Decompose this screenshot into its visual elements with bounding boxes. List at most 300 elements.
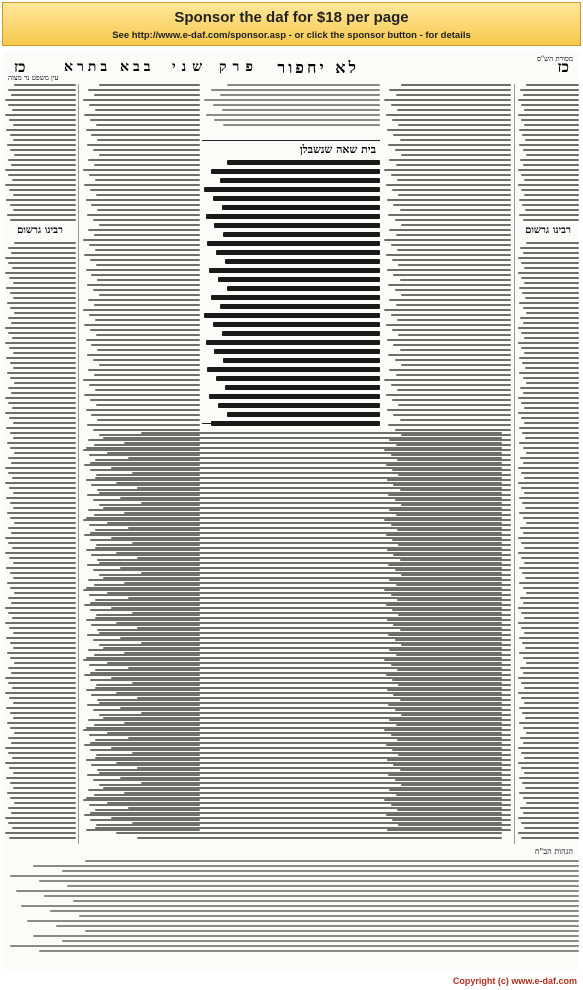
text-line [11,164,76,166]
text-line [13,124,76,126]
text-line [8,752,76,754]
text-line [12,757,76,759]
text-line [97,349,200,351]
text-line [524,282,579,284]
text-line [396,304,511,306]
text-line [6,707,76,709]
text-line [12,109,76,111]
text-line [137,557,502,559]
text-line [523,532,579,534]
text-line [523,322,579,324]
text-line [389,229,511,231]
text-line [521,822,579,824]
text-line [523,812,579,814]
text-line [8,387,76,389]
text-line [13,422,76,424]
text-line [5,114,76,116]
text-line [523,94,579,96]
text-line [84,254,200,256]
text-line [89,174,200,176]
text-line [519,777,579,779]
text-line [88,299,200,301]
text-line [137,487,502,489]
text-line [99,84,200,86]
text-line [9,119,76,121]
text-line [13,492,76,494]
text-line [137,837,502,839]
text-line [6,497,76,499]
text-line [87,284,200,286]
text-line [9,277,76,279]
text-line [8,472,76,474]
text-line [13,632,76,634]
text-line [213,196,380,201]
text-line [391,104,511,106]
text-line [524,687,579,689]
text-line [523,657,579,659]
text-line [95,827,502,829]
text-line [8,104,76,106]
text-line [14,592,76,594]
text-line [388,214,511,216]
text-line [9,767,76,769]
sponsor-banner[interactable] [2,2,581,46]
text-line [518,817,579,819]
text-line [7,512,76,514]
text-line [386,324,511,326]
text-line [86,199,200,201]
text-line [86,339,200,341]
text-line [132,822,502,824]
text-line [11,532,76,534]
text-line [387,129,511,131]
text-line [519,199,579,201]
text-line [209,268,380,273]
text-line [8,89,76,91]
text-line [137,767,502,769]
left-margin-column [4,84,76,844]
text-line [524,617,579,619]
text-line [5,762,76,764]
text-line [8,457,76,459]
text-line [90,329,200,331]
text-line [384,379,511,381]
text-line [526,732,579,734]
text-line [388,354,511,356]
text-line [220,178,380,183]
text-line [525,507,579,509]
text-line [522,782,579,784]
text-line [220,304,380,309]
text-line [388,144,511,146]
text-line [525,437,579,439]
text-line [8,612,76,614]
text-line [89,384,200,386]
text-line [386,254,511,256]
text-line [86,269,200,271]
text-line [86,657,502,659]
text-line [520,527,579,529]
text-line [522,134,579,136]
text-line [95,249,200,251]
text-line [213,104,380,106]
text-line [39,880,580,882]
text-line [16,890,580,892]
text-line [5,832,76,834]
text-line [519,637,579,639]
text-line [14,382,76,384]
text-line [10,432,76,434]
text-line [132,612,502,614]
text-line [124,442,502,444]
text-line [95,319,200,321]
text-line [5,272,76,274]
footnotes-area [4,860,579,955]
text-line [520,387,579,389]
text-line [211,89,380,91]
text-line [523,149,579,151]
text-line [214,349,380,354]
text-line [392,259,511,261]
text-line [524,492,579,494]
text-line [5,397,76,399]
text-line [524,267,579,269]
text-line [523,164,579,166]
lower-commentary [82,432,502,842]
text-line [519,652,579,654]
text-line [518,607,579,609]
text-line [11,392,76,394]
sponsor-title[interactable]: Sponsor the daf for $18 per page [174,9,409,26]
sponsor-subtitle[interactable]: See http://www.e-daf.com/sponsor.asp - or click the sponsor button - for details [112,30,471,41]
text-line [5,747,76,749]
text-line [12,547,76,549]
text-line [107,592,502,594]
text-line [518,482,579,484]
text-line [520,597,579,599]
copyright-notice: Copyright (c) www.e-daf.com [452,976,577,986]
text-line [216,250,380,255]
text-line [5,482,76,484]
text-line [95,389,200,391]
text-line [5,169,76,171]
text-line [523,307,579,309]
text-line [10,587,76,589]
text-line [10,945,579,947]
text-line [5,552,76,554]
text-line [227,412,380,417]
text-line [524,422,579,424]
text-line [395,429,511,431]
text-line [103,647,502,649]
text-line [5,607,76,609]
text-line [519,129,579,131]
text-line [7,214,76,216]
text-line [523,727,579,729]
text-line [12,617,76,619]
text-line [93,429,200,431]
text-line [73,900,579,902]
text-line [389,369,511,371]
text-line [5,412,76,414]
text-line [519,567,579,569]
text-line [525,367,579,369]
text-line [86,129,200,131]
text-line [211,421,380,426]
text-line [11,742,76,744]
text-line [10,782,76,784]
text-line [128,457,502,459]
text-line [84,114,200,116]
text-line [10,712,76,714]
text-line [391,244,511,246]
text-line [120,567,502,569]
text-line [393,344,511,346]
tractate-title: בבא בתרא [64,59,155,75]
text-line [83,379,200,381]
text-line [521,174,579,176]
text-line [86,517,502,519]
text-line [90,399,200,401]
text-line [84,324,200,326]
text-line [116,552,502,554]
text-line [6,427,76,429]
text-line [8,332,76,334]
text-line [86,727,502,729]
text-line [206,114,380,116]
text-line [523,252,579,254]
text-line [519,442,579,444]
text-line [97,209,200,211]
text-line [525,647,579,649]
text-line [523,377,579,379]
text-line [5,692,76,694]
text-line [519,372,579,374]
text-line [521,472,579,474]
text-line [128,597,502,599]
text-line [526,154,579,156]
text-line [13,437,76,439]
text-line [5,467,76,469]
text-line [84,394,200,396]
text-line [83,169,200,171]
text-line [99,364,200,366]
gemara-column [202,84,380,140]
text-line [7,582,76,584]
text-line [116,832,502,834]
text-line [526,802,579,804]
text-line [522,432,579,434]
text-line [97,419,200,421]
text-line [518,537,579,539]
text-line [518,397,579,399]
text-line [96,264,200,266]
text-line [8,737,76,739]
text-line [8,262,76,264]
text-line [518,272,579,274]
text-line [400,419,511,421]
text-line [8,542,76,544]
rabbeinu-gershom-right-heading: רבינו גרשום [525,225,571,236]
masoret-label: מסורת הש"ס [536,55,573,63]
text-line [521,542,579,544]
text-line [225,385,380,390]
text-line [518,747,579,749]
daf-number: כז [14,58,26,76]
text-line [103,507,502,509]
text-line [521,347,579,349]
text-line [6,287,76,289]
text-line [523,742,579,744]
text-line [524,337,579,339]
text-line [397,109,511,111]
text-line [220,94,380,96]
text-line [103,717,502,719]
text-line [520,89,579,91]
text-line [14,242,76,244]
text-line [111,537,502,539]
text-line [387,409,511,411]
text-line [137,627,502,629]
text-line [96,334,200,336]
text-line [8,527,76,529]
text-line [7,372,76,374]
text-line [519,582,579,584]
text-line [14,84,76,86]
text-line [124,512,502,514]
text-line [518,467,579,469]
text-line [386,114,511,116]
text-line [11,322,76,324]
text-line [523,392,579,394]
text-line [11,602,76,604]
text-line [12,827,76,829]
text-line [14,732,76,734]
text-line [7,302,76,304]
text-line [6,199,76,201]
text-line [90,189,200,191]
text-line [116,482,502,484]
text-line [213,322,380,327]
text-line [10,362,76,364]
text-line [523,797,579,799]
text-line [120,777,502,779]
text-line [96,194,200,196]
text-line [13,282,76,284]
text-line [90,119,200,121]
text-line [10,642,76,644]
text-line [521,332,579,334]
text-line [519,144,579,146]
text-line [400,209,511,211]
text-line [107,802,502,804]
text-line [524,772,579,774]
text-line [526,84,579,86]
text-line [211,169,380,174]
text-line [90,742,502,744]
text-line [87,354,200,356]
text-line [137,697,502,699]
text-line [12,477,76,479]
text-line [85,930,580,932]
text-line [384,169,511,171]
text-line [95,547,502,549]
text-line [87,144,200,146]
text-line [5,537,76,539]
text-line [227,160,380,165]
text-line [132,472,502,474]
text-line [88,89,200,91]
text-line [524,109,579,111]
text-line [13,209,76,211]
text-line [6,637,76,639]
gemara-main-text [202,140,380,424]
text-line [99,632,502,634]
text-line [8,247,76,249]
text-line [521,752,579,754]
text-line [8,402,76,404]
text-line [87,424,200,426]
text-line [518,169,579,171]
text-line [519,497,579,499]
text-line [93,219,200,221]
text-line [99,154,200,156]
text-line [21,905,579,907]
text-line [13,297,76,299]
text-line [223,358,380,363]
text-line [116,692,502,694]
text-line [8,807,76,809]
text-line [6,567,76,569]
text-line [525,787,579,789]
text-line [9,627,76,629]
text-line [103,437,502,439]
text-line [99,562,502,564]
text-line [398,404,511,406]
text-line [223,124,380,126]
text-line [518,114,579,116]
text-line [107,662,502,664]
text-line [521,697,579,699]
text-line [10,447,76,449]
text-line [95,109,200,111]
text-line [111,747,502,749]
text-line [10,797,76,799]
text-line [204,99,380,101]
text-line [97,139,200,141]
text-line [7,652,76,654]
text-line [518,832,579,834]
text-line [519,302,579,304]
text-line [214,223,380,228]
text-line [222,331,380,336]
text-line [99,294,200,296]
text-line [39,950,580,952]
text-line [9,417,76,419]
text-line [5,677,76,679]
text-line [86,447,502,449]
text-line [526,662,579,664]
text-line [388,424,511,426]
text-line [88,159,200,161]
text-line [395,149,511,151]
text-line [206,340,380,345]
text-line [211,295,380,300]
text-line [392,329,511,331]
text-line [524,827,579,829]
text-line [79,915,579,917]
text-line [518,622,579,624]
